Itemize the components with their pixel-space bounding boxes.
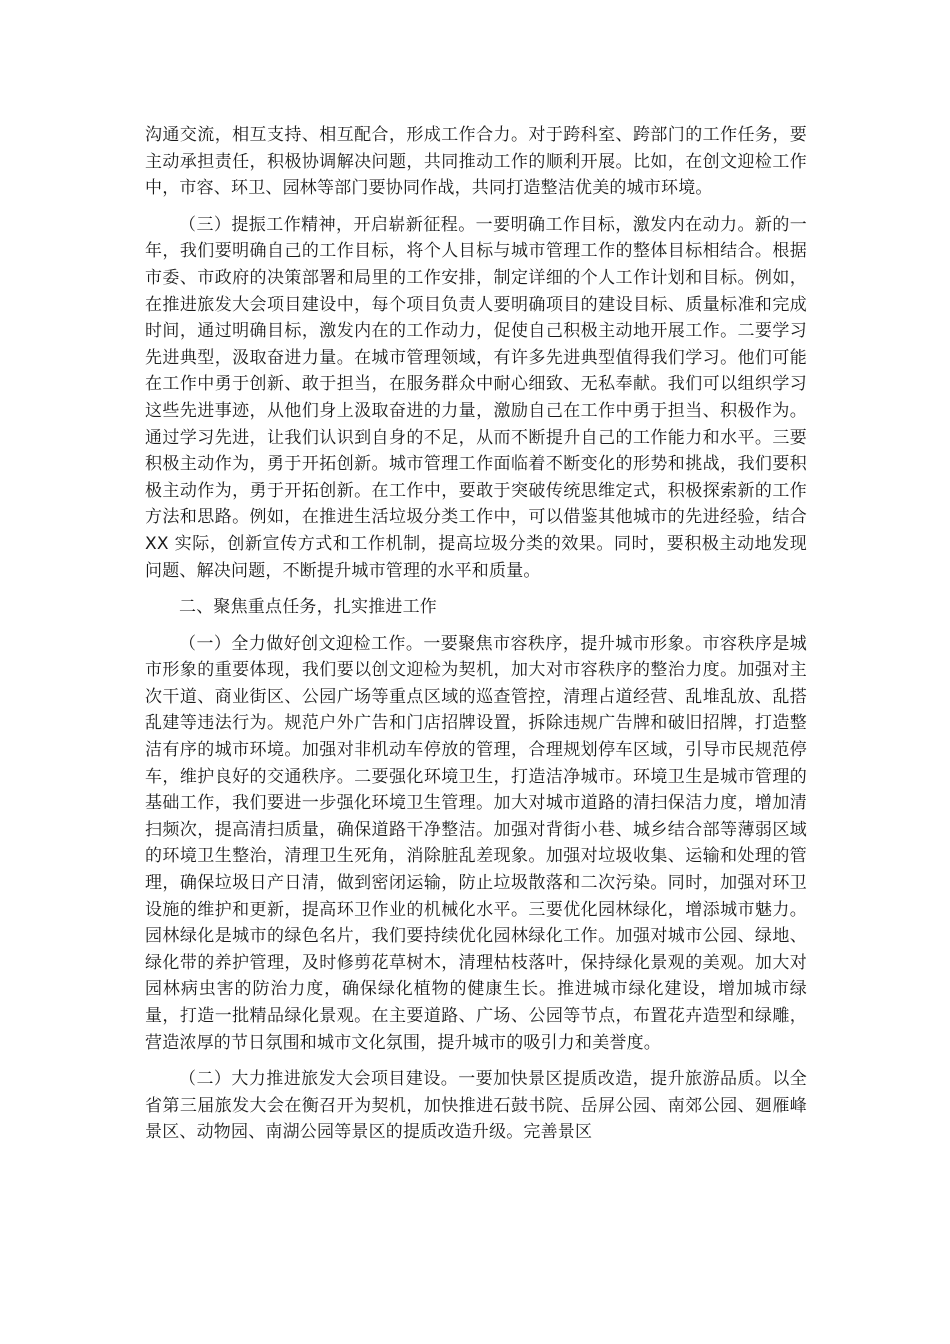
paragraph-continuation: 沟通交流，相互支持、相互配合，形成工作合力。对于跨科室、跨部门的工作任务，要主动承担责任，积极协调解决问题，共同推动工作的顺利开展。比如，在创文迎检工作中，市容、环卫、园林等部门要协同作战，共同打造整洁优美的城市环境。 <box>145 125 807 199</box>
paragraph-subsection-2: （二）大力推进旅发大会项目建设。一要加快景区提质改造，提升旅游品质。以全省第三届旅发大会在衡召开为契机，加快推进石鼓书院、岳屏公园、南郊公园、廻雁峰景区、动物园、南湖公园等景区的提质改造升级。完善景区 <box>145 1069 807 1143</box>
paragraph-section-3: （三）提振工作精神，开启崭新征程。一要明确工作目标，激发内在动力。新的一年，我们要明确自己的工作目标，将个人目标与城市管理工作的整体目标相结合。根据市委、市政府的决策部署和局里的工作安排，制定详细的个人工作计划和目标。例如，在推进旅发大会项目建设中，每个项目负责人要明确项目的建设目标、质量标准和完成时间，通过明确目标，激发内在的工作动力，促使自己积极主动地开展工作。二要学习先进典型，汲取奋进力量。在城市管理领域，有许多先进典型值得我们学习。他们可能在工作中勇于创新、敢于担当，在服务群众中耐心细致、无私奉献。我们可以组织学习这些先进事迹，从他们身上汲取奋进的力量，激励自己在工作中勇于担当、积极作为。通过学习先进，让我们认识到自身的不足，从而不断提升自己的工作能力和水平。三要积极主动作为，勇于开拓创新。城市管理工作面临着不断变化的形势和挑战，我们要积极主动作为，勇于开拓创新。在工作中，要敢于突破传统思维定式，积极探索新的工作方法和思路。例如，在推进生活垃圾分类工作中，可以借鉴其他城市的先进经验，结合 XX 实际，创新宣传方式和工作机制，提高垃圾分类的效果。同时，要积极主动地发现问题、解决问题，不断提升城市管理的水平和质量。 <box>145 214 807 581</box>
paragraph-subsection-1: （一）全力做好创文迎检工作。一要聚焦市容秩序，提升城市形象。市容秩序是城市形象的重要体现，我们要以创文迎检为契机，加大对市容秩序的整治力度。加强对主次干道、商业街区、公园广场等重点区域的巡查管控，清理占道经营、乱堆乱放、乱搭乱建等违法行为。规范户外广告和门店招牌设置，拆除违规广告牌和破旧招牌，打造整洁有序的城市环境。加强对非机动车停放的管理，合理规划停车区域，引导市民规范停车，维护良好的交通秩序。二要强化环境卫生，打造洁净城市。环境卫生是城市管理的基础工作，我们要进一步强化环境卫生管理。加大对城市道路的清扫保洁力度，增加清扫频次，提高清扫质量，确保道路干净整洁。加强对背街小巷、城乡结合部等薄弱区域的环境卫生整治，清理卫生死角，消除脏乱差现象。加强对垃圾收集、运输和处理的管理，确保垃圾日产日清，做到密闭运输，防止垃圾散落和二次污染。同时，加强对环卫设施的维护和更新，提高环卫作业的机械化水平。三要优化园林绿化，增添城市魅力。园林绿化是城市的绿色名片，我们要持续优化园林绿化工作。加强对城市公园、绿地、绿化带的养护管理，及时修剪花草树木，清理枯枝落叶，保持绿化景观的美观。加大对园林病虫害的防治力度，确保绿化植物的健康生长。推进城市绿化建设，增加城市绿量，打造一批精品绿化景观。在主要道路、广场、公园等节点，布置花卉造型和绿雕，营造浓厚的节日氛围和城市文化氛围，提升城市的吸引力和美誉度。 <box>145 633 807 1053</box>
document-body <box>145 122 807 1152</box>
section-heading-2: 二、聚焦重点任务，扎实推进工作 <box>179 597 437 618</box>
